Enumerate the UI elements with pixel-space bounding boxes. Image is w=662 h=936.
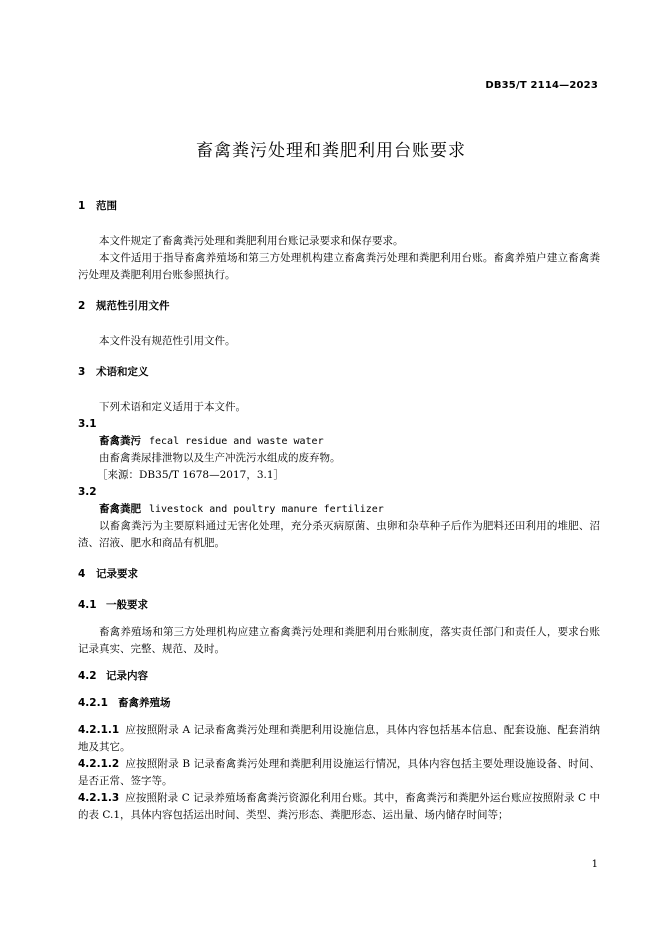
clause-number: 4.2.1.3	[78, 792, 120, 804]
document-title: 畜禽粪污处理和粪肥利用台账要求	[196, 141, 466, 161]
paragraph: 本文件适用于指导畜禽养殖场和第三方处理机构建立畜禽粪污处理和粪肥利用台账。畜禽养殖户建立畜禽粪污处理及粪肥利用台账参照执行。	[78, 252, 600, 281]
section-title: 范围	[96, 200, 117, 212]
section-heading-record-requirements	[78, 566, 600, 583]
section-number: 4	[78, 568, 86, 580]
section-number: 2	[78, 300, 86, 312]
paragraph: 本文件规定了畜禽粪污处理和粪肥利用台账记录要求和保存要求。	[99, 235, 404, 247]
clause-text: 应按照附录 A 记录畜禽粪污处理和粪肥利用设施信息，具体内容包括基本信息、配套设施、配套消纳地及其它。	[78, 724, 600, 753]
section-number: 3	[78, 366, 86, 378]
term-entry	[78, 433, 600, 450]
section-heading-scope	[78, 198, 600, 215]
term-number: 3.2	[78, 486, 97, 498]
paragraph: 下列术语和定义适用于本文件。	[99, 401, 246, 413]
term-name-en: livestock and poultry manure fertilizer	[149, 504, 384, 515]
paragraph: 畜禽养殖场和第三方处理机构应建立畜禽粪污处理和粪肥利用台账制度，落实责任部门和责任人，要求台账记录真实、完整、规范、及时。	[78, 626, 600, 655]
section-title: 记录要求	[96, 568, 138, 580]
term-definition: 以畜禽粪污为主要原料通过无害化处理，充分杀灭病原菌、虫卵和杂草种子后作为肥料还田利用的堆肥、沼渣、沼液、肥水和商品有机肥。	[78, 520, 600, 549]
section-title: 术语和定义	[96, 366, 149, 378]
term-name-zh: 畜禽粪肥	[99, 503, 141, 515]
clause-number: 4.2.1.1	[78, 724, 120, 736]
clause	[78, 790, 600, 824]
standard-code: DB35/T 2114—2023	[485, 80, 598, 91]
term-name-zh: 畜禽粪污	[99, 435, 141, 447]
term-source: ［来源：DB35/T 1678—2017，3.1］	[97, 469, 285, 481]
subsection-heading-record-content	[78, 668, 600, 685]
subsubsection-title: 畜禽养殖场	[118, 697, 171, 709]
page-number: 1	[591, 859, 598, 870]
subsection-number: 4.1	[78, 599, 97, 611]
subsection-heading-general	[78, 597, 600, 614]
section-number: 1	[78, 200, 86, 212]
subsubsection-heading-farm	[78, 695, 600, 712]
subsection-number: 4.2	[78, 670, 97, 682]
clause-text: 应按照附录 B 记录畜禽粪污处理和粪肥利用设施运行情况，具体内容包括主要处理设施设备、时间、是否正常、签字等。	[78, 758, 600, 787]
term-name-en: fecal residue and waste water	[149, 436, 324, 447]
paragraph: 本文件没有规范性引用文件。	[99, 335, 236, 347]
clause-text: 应按照附录 C 记录养殖场畜禽粪污资源化利用台账。其中，畜禽粪污和粪肥外运台账应按照附录 C 中的表 C.1，具体内容包括运出时间、类型、粪污形态、粪肥形态、运出量、场内储存时间等；	[78, 792, 600, 821]
subsection-title: 记录内容	[106, 670, 148, 682]
term-entry	[78, 501, 600, 518]
subsubsection-number: 4.2.1	[78, 697, 108, 709]
clause	[78, 756, 600, 790]
subsection-title: 一般要求	[106, 599, 148, 611]
clause	[78, 722, 600, 756]
section-heading-terms	[78, 364, 600, 381]
clause-number: 4.2.1.2	[78, 758, 120, 770]
term-number: 3.1	[78, 418, 97, 430]
section-heading-normative-references	[78, 298, 600, 315]
section-title: 规范性引用文件	[96, 300, 170, 312]
document-body	[78, 198, 600, 824]
term-definition: 由畜禽粪尿排泄物以及生产冲洗污水组成的废弃物。	[99, 452, 341, 464]
